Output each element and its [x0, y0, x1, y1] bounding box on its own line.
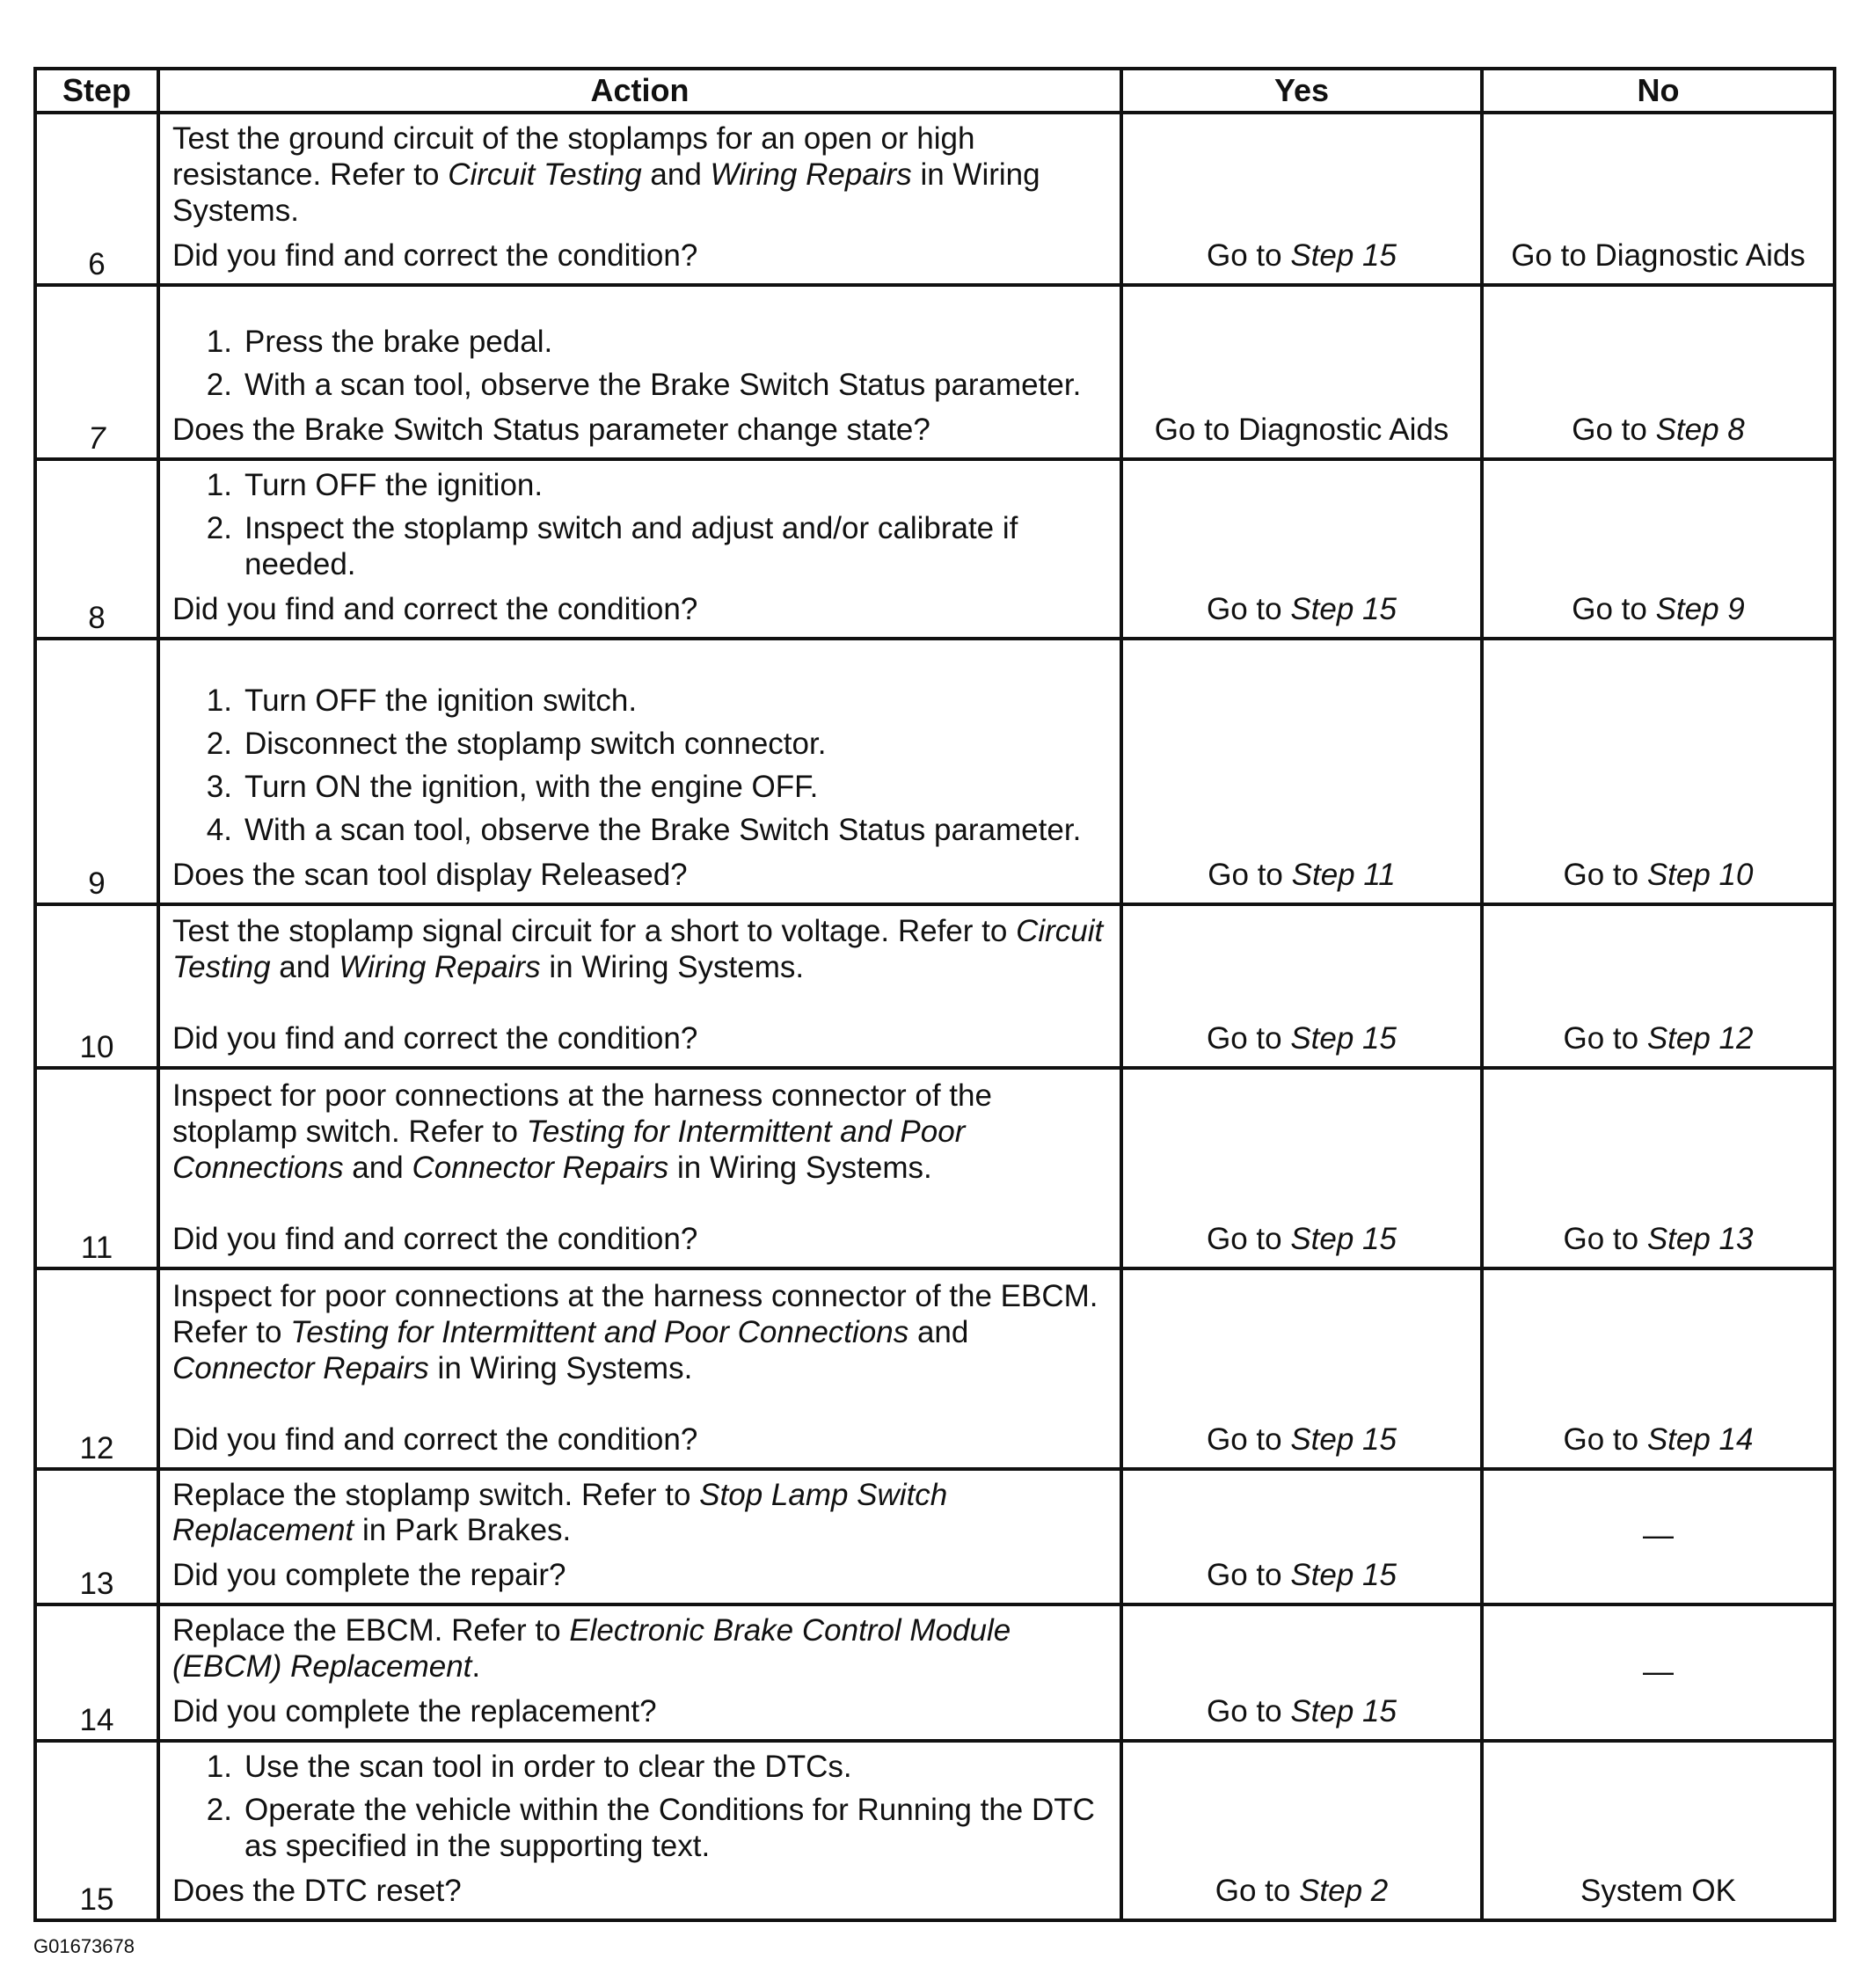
action-question: Did you find and correct the condition?	[172, 591, 698, 626]
yes-cell: Go to Step 2	[1121, 1741, 1482, 1920]
table-row	[35, 904, 1835, 1068]
step-number: 14	[35, 1604, 158, 1741]
no-cell: Go to Step 13	[1482, 1068, 1835, 1268]
no-cell: —	[1482, 1469, 1835, 1605]
no-cell: —	[1482, 1604, 1835, 1741]
list-item: 1. Turn OFF the ignition switch.	[206, 683, 638, 718]
action-question: Does the DTC reset?	[172, 1873, 462, 1908]
no-cell: Go to Step 12	[1482, 904, 1835, 1068]
action-text: Inspect for poor connections at the harness connector of the stoplamp switch. Refer to Testing for Intermittent and Poor Connections and Connector Repairs in Wiring Systems.	[172, 1078, 992, 1185]
action-list	[172, 325, 1107, 404]
table-row	[35, 113, 1835, 285]
step-number: 13	[35, 1469, 158, 1605]
action-text: Replace the EBCM. Refer to Electronic Brake Control Module (EBCM) Replacement.	[172, 1613, 1011, 1685]
step-number: 9	[35, 639, 158, 904]
step-number: 8	[35, 459, 158, 639]
yes-cell: Go to Step 15	[1121, 459, 1482, 639]
step-number: 6	[35, 113, 158, 285]
list-item: 2. Inspect the stoplamp switch and adjust and/or calibrate if needed.	[206, 510, 1018, 581]
table-row	[35, 285, 1835, 459]
no-cell: Go to Step 9	[1482, 459, 1835, 639]
no-cell: Go to Step 10	[1482, 639, 1835, 904]
table-row	[35, 1469, 1835, 1605]
action-cell	[158, 113, 1121, 285]
table-row	[35, 1268, 1835, 1469]
yes-cell: Go to Step 15	[1121, 1068, 1482, 1268]
action-question: Did you complete the repair?	[172, 1558, 566, 1593]
action-list	[172, 1750, 1107, 1865]
header-action: Action	[158, 69, 1121, 113]
list-item: 1. Turn OFF the ignition.	[206, 467, 544, 502]
action-text: Test the ground circuit of the stoplamps for an open or high resistance. Refer to Circuit Testing and Wiring Repairs in Wiring Systems.	[172, 121, 1040, 228]
table-row	[35, 1604, 1835, 1741]
action-question: Does the Brake Switch Status parameter change state?	[172, 412, 930, 447]
figure-id: G01673678	[33, 1935, 135, 1957]
no-cell: Go to Diagnostic Aids	[1482, 113, 1835, 285]
step-number: 15	[35, 1741, 158, 1920]
step-number: 7	[35, 285, 158, 459]
action-question: Did you find and correct the condition?	[172, 1221, 698, 1256]
action-question: Did you find and correct the condition?	[172, 1422, 698, 1457]
action-cell	[158, 285, 1121, 459]
step-number: 10	[35, 904, 158, 1068]
yes-cell: Go to Step 15	[1121, 904, 1482, 1068]
action-question: Did you find and correct the condition?	[172, 238, 698, 273]
yes-cell: Go to Step 15	[1121, 1469, 1482, 1605]
action-question: Did you find and correct the condition?	[172, 1020, 698, 1056]
no-cell: Go to Step 8	[1482, 285, 1835, 459]
action-cell	[158, 1741, 1121, 1920]
action-list	[172, 468, 1107, 583]
yes-cell: Go to Step 11	[1121, 639, 1482, 904]
action-cell	[158, 904, 1121, 1068]
table-row	[35, 1741, 1835, 1920]
yes-cell: Go to Step 15	[1121, 1268, 1482, 1469]
diagnostic-table	[33, 67, 1836, 1922]
yes-cell: Go to Diagnostic Aids	[1121, 285, 1482, 459]
header-no: No	[1482, 69, 1835, 113]
list-item: 1. Press the brake pedal.	[206, 324, 553, 359]
list-item: 2. Disconnect the stoplamp switch connector.	[206, 726, 827, 761]
action-cell	[158, 639, 1121, 904]
table-row	[35, 1068, 1835, 1268]
list-item: 2. Operate the vehicle within the Conditions for Running the DTC as specified in the supporting text.	[206, 1793, 1095, 1863]
action-text: Replace the stoplamp switch. Refer to Stop Lamp Switch Replacement in Park Brakes.	[172, 1477, 948, 1548]
action-question: Did you complete the replacement?	[172, 1694, 657, 1729]
yes-cell: Go to Step 15	[1121, 1604, 1482, 1741]
list-item: 3. Turn ON the ignition, with the engine OFF.	[206, 769, 819, 804]
action-cell	[158, 1068, 1121, 1268]
action-text: Test the stoplamp signal circuit for a short to voltage. Refer to Circuit Testing and Wiring Repairs in Wiring Systems.	[172, 913, 1104, 984]
action-cell	[158, 459, 1121, 639]
action-text: Inspect for poor connections at the harness connector of the EBCM. Refer to Testing for Intermittent and Poor Connections and Connector Repairs in Wiring Systems.	[172, 1278, 1098, 1385]
action-cell	[158, 1268, 1121, 1469]
list-item: 4. With a scan tool, observe the Brake Switch Status parameter.	[206, 812, 1082, 847]
action-cell	[158, 1469, 1121, 1605]
list-item: 2. With a scan tool, observe the Brake Switch Status parameter.	[206, 367, 1082, 402]
yes-cell: Go to Step 15	[1121, 113, 1482, 285]
step-number: 11	[35, 1068, 158, 1268]
action-list	[172, 683, 1107, 849]
table-row	[35, 639, 1835, 904]
action-cell	[158, 1604, 1121, 1741]
step-number: 12	[35, 1268, 158, 1469]
action-question: Does the scan tool display Released?	[172, 857, 688, 892]
list-item: 1. Use the scan tool in order to clear the DTCs.	[206, 1750, 852, 1785]
header-step: Step	[35, 69, 158, 113]
header-row	[35, 69, 1835, 113]
no-cell: Go to Step 14	[1482, 1268, 1835, 1469]
header-yes: Yes	[1121, 69, 1482, 113]
table-row	[35, 459, 1835, 639]
no-cell: System OK	[1482, 1741, 1835, 1920]
